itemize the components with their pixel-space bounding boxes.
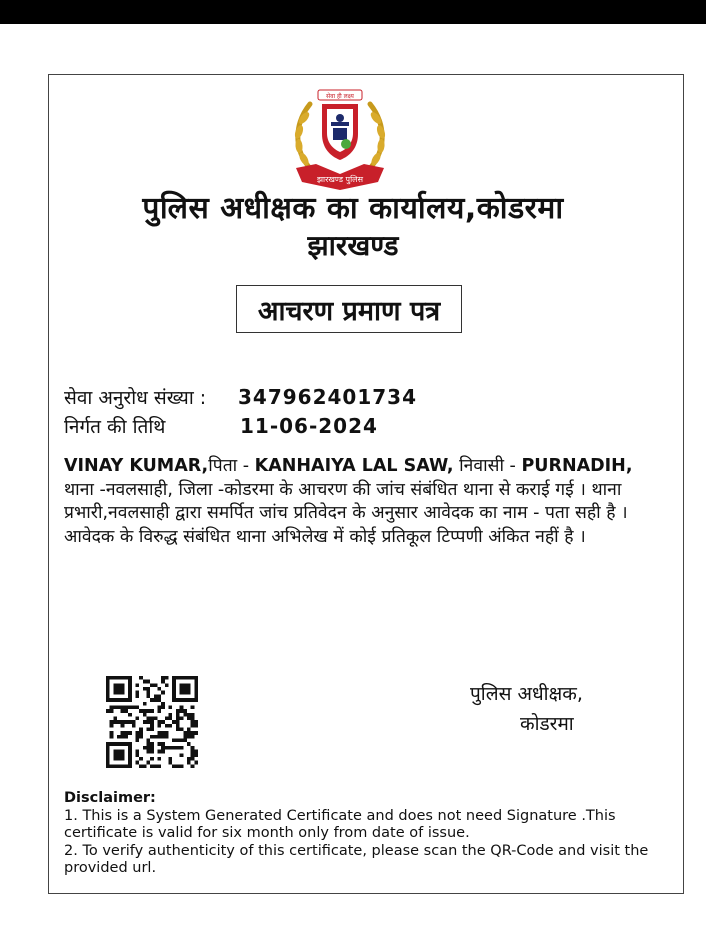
jharkhand-police-emblem-icon [282,86,398,196]
disclaimer-point-2: 2. To verify authenticity of this certificate, please scan the QR-Code and visit the provided url. [64,842,649,876]
residence-label: निवासी - [453,456,522,476]
father-label: पिता - [208,456,255,476]
body-text: थाना -नवलसाही, जिला -कोडरमा के आचरण की जांच संबंधित थाना से कराई गई । थाना प्रभारी,नवलसाही द्वारा समर्पित जांच प्रतिवेदन के अनुसार आवेदक का नाम - पता सही है । आवेदक के विरुद्ध संबंधित थाना अभिलेख में कोई प्रतिकूल टिप्पणी अंकित नहीं है । [64,479,628,547]
qr-code-icon[interactable] [106,676,198,768]
issue-date-value: 11-06-2024 [240,414,378,438]
applicant-name: VINAY KUMAR, [64,456,209,476]
father-name: KANHAIYA LAL SAW, [254,456,454,476]
signature-location: कोडरमा [520,713,574,735]
svg-text:सेवा ही लक्ष्य: सेवा ही लक्ष्य [326,93,354,100]
issue-date-row [64,413,378,439]
office-state: झारखण्ड [307,229,399,262]
status-bar [0,0,706,24]
service-request-number: 347962401734 [238,385,417,409]
disclaimer-heading: Disclaimer: [64,790,156,806]
office-name: पुलिस अधीक्षक का कार्यालय,कोडरमा [142,191,564,226]
disclaimer [64,790,654,878]
service-request-row [64,384,417,410]
residence: PURNADIH, [521,456,633,476]
certificate-title: आचरण प्रमाण पत्र [236,285,462,333]
svg-text:झारखण्ड पुलिस: झारखण्ड पुलिस [316,175,364,184]
service-request-label: सेवा अनुरोध संख्या : [64,387,207,409]
certificate-body [64,455,654,549]
disclaimer-point-1: 1. This is a System Generated Certificate and does not need Signature .This certificate is valid for six month only from date of issue. [64,807,616,841]
signature-designation: पुलिस अधीक्षक, [470,683,583,705]
issue-date-label: निर्गत की तिथि [64,416,166,438]
